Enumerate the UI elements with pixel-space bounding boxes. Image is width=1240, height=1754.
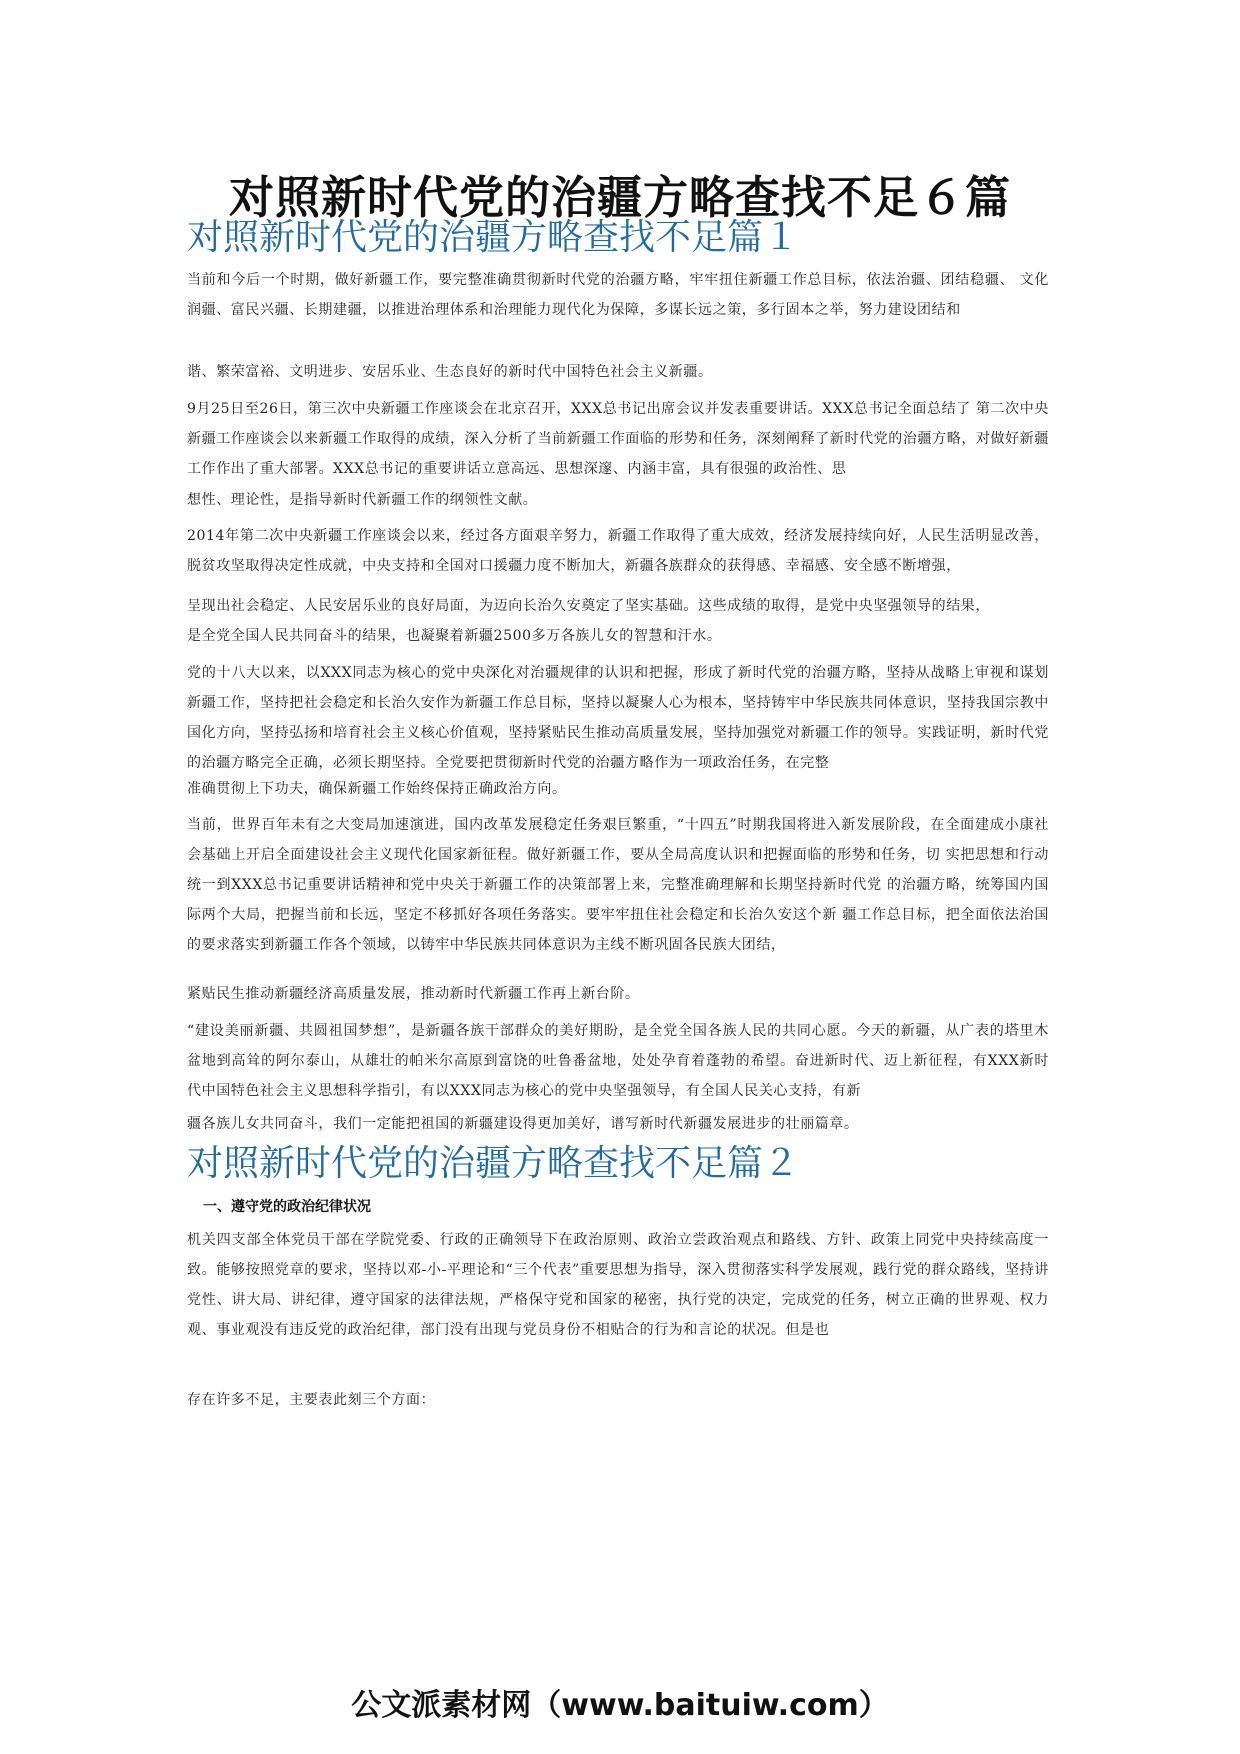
- section-2-paragraph-1: 机关四支部全体党员干部在学院党委、行政的正确领导下在政治原则、政治立尝政治观点和路线、方针、政策上同党中央持续高度一致。能够按照党章的要求，坚持以邓-小-平理论和“三个代表”重要思想为指导，深入贯彻落实科学发展观，践行党的群众路线，坚持讲党性、讲大局、讲纪律，遵守国家的法律法规，严格保守党和国家的秘密，执行党的决定，完成党的任务，树立正确的世界观、权力观、事业观没有违反党的政治纪律，部门没有出现与党员身份不相贴合的行为和言论的状况。但是也: [187, 1232, 1049, 1338]
- section-2-subheading: 一、遵守党的政治纪律状况: [203, 1199, 371, 1215]
- section-1-paragraph-6: 呈现出社会稳定、人民安居乐业的良好局面，为迈向长治久安奠定了坚实基础。这些成绩的取得，是党中央坚强领导的结果，: [187, 598, 990, 614]
- section-1-paragraph-2: 谐、繁荣富裕、文明进步、安居乐业、生态良好的新时代中国特色社会主义新疆。: [187, 364, 713, 380]
- section-2-title: 对照新时代党的治疆方略查找不足篇２: [187, 1143, 800, 1184]
- footer-source: 公文派素材网（www.baituiw.com）: [351, 1688, 889, 1723]
- section-1-paragraph-12: “建设美丽新疆、共圆祖国梦想”，是新疆各族干部群众的美好期盼，是全党全国各族人民的共同心愿。今天的新疆，从广表的塔里木盆地到高耸的阿尔泰山，从雄壮的帕米尔高原到富饶的吐鲁番盆地，处处孕育着蓬勃的希望。奋进新时代、迈上新征程，有XXX新时代中国特色社会主义思想科学指引，有以XXX同志为核心的党中央坚强领导，有全国人民关心支持，有新: [187, 1023, 1049, 1099]
- section-1-paragraph-1: 当前和今后一个时期，做好新疆工作，要完整准确贯彻新时代党的治疆方略，牢牢扭住新疆工作总目标，依法治疆、团结稳疆、 文化润疆、富民兴疆、长期建疆，以推进治理体系和治理能力现代化为保障，多谋长远之策，多行固本之举，努力建设团结和: [187, 272, 1049, 318]
- section-1-paragraph-5: 2014年第二次中央新疆工作座谈会以来，经过各方面艰辛努力，新疆工作取得了重大成效，经济发展持续向好，人民生活明显改善，脱贫攻坚取得决定性成就，中央支持和全国对口援疆力度不断加大，新疆各族群众的获得感、幸福感、安全感不断增强，: [187, 528, 1049, 574]
- document-title: 对照新时代党的治疆方略查找不足６篇: [228, 171, 1011, 224]
- section-1-paragraph-4: 想性、理论性，是指导新时代新疆工作的纲领性文献。: [187, 492, 538, 508]
- section-1-paragraph-7: 是全党全国人民共同奋斗的结果，也凝聚着新疆2500多万各族儿女的智慧和汗水。: [187, 628, 722, 644]
- section-1-paragraph-13: 疆各族儿女共同奋斗，我们一定能把祖国的新疆建设得更加美好，谱写新时代新疆发展进步的壮丽篇章。: [187, 1116, 859, 1132]
- section-1-paragraph-8: 党的十八大以来，以XXX同志为核心的党中央深化对治疆规律的认识和把握，形成了新时代党的治疆方略，坚持从战略上审视和谋划新疆工作，坚持把社会稳定和长治久安作为新疆工作总目标，坚持以凝聚人心为根本，坚持铸牢中华民族共同体意识，坚持我国宗教中国化方向，坚持弘扬和培育社会主义核心价值观，坚持紧贴民生推动高质量发展，坚持加强党对新疆工作的领导。实践证明，新时代党的治疆方略完全正确，必须长期坚持。全党要把贯彻新时代党的治疆方略作为一项政治任务，在完整: [187, 665, 1049, 771]
- section-1-title: 对照新时代党的治疆方略查找不足篇１: [187, 217, 800, 258]
- section-1-paragraph-3: 9月25日至26日，第三次中央新疆工作座谈会在北京召开，XXX总书记出席会议并发表重要讲话。XXX总书记全面总结了 第二次中央新疆工作座谈会以来新疆工作取得的成绩，深入分析了当前新疆工作面临的形势和任务，深刻阐释了新时代党的治疆方略，对做好新疆工作作出了重大部署。XXX总书记的重要讲话立意高远、思想深邃、内涵丰富，具有很强的政治性、思: [187, 401, 1049, 477]
- section-1-paragraph-11: 紧贴民生推动新疆经济高质量发展，推动新时代新疆工作再上新台阶。: [187, 986, 640, 1002]
- section-2-paragraph-2: 存在许多不足，主要表此刻三个方面：: [187, 1392, 436, 1408]
- section-1-paragraph-10: 当前，世界百年未有之大变局加速演进，国内改革发展稳定任务艰巨繁重，“十四五”时期我国将进入新发展阶段，在全面建成小康社会基础上开启全面建设社会主义现代化国家新征程。做好新疆工作，要从全局高度认识和把握面临的形势和任务，切 实把思想和行动统一到XXX总书记重要讲话精神和党中央关于新疆工作的决策部署上来，完整准确理解和长期坚持新时代党 的治疆方略，统筹国内国际两个大局，把握当前和长远，坚定不移抓好各项任务落实。要牢牢扭住社会稳定和长治久安这个新 疆工作总目标，把全面依法治国的要求落实到新疆工作各个领域，以铸牢中华民族共同体意识为主线不断巩固各民族大团结，: [187, 817, 1049, 953]
- section-1-paragraph-9: 准确贯彻上下功夫，确保新疆工作始终保持正确政治方向。: [187, 781, 567, 797]
